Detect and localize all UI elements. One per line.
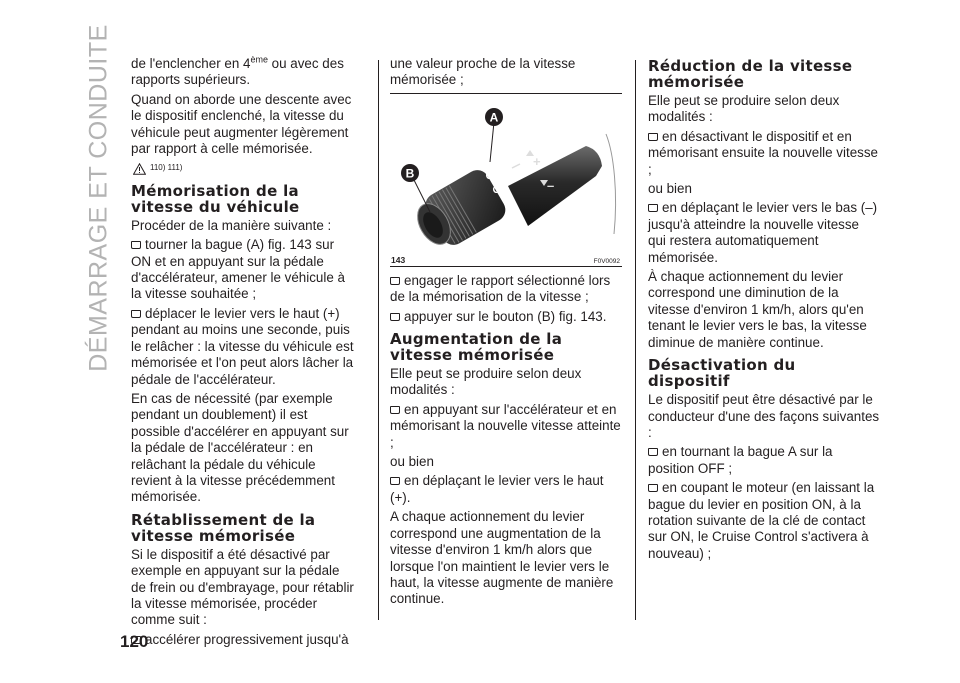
bullet-icon — [390, 406, 400, 414]
paragraph: Si le dispositif a été désactivé par exemple en appuyant sur la pédale de frein ou d'embrayage, pour rétablir la vitesse mémorisée, procéder comme suit : — [131, 546, 354, 628]
paragraph: Le dispositif peut être désactivé par le conducteur d'une des façons suivantes : — [648, 392, 880, 440]
paragraph: À chaque actionnement du levier correspond une diminution de la vitesse d'environ 1 km/h, alors qu'en tenant le levier vers le bas, la vitesse diminue de manière continue. — [648, 269, 867, 350]
callout-a-label: A — [489, 110, 499, 125]
paragraph: En cas de nécessité (par exemple pendant un doublement) il est possible d'accélérer en appuyant sur la pédale de l'accélérateur : en relâchant la pédale du véhicule revient à la vitesse précédemment mémorisée. — [131, 390, 349, 505]
bullet-item: en tournant la bague A sur la position OFF ; — [648, 444, 833, 476]
bullet-icon — [648, 204, 658, 212]
bullet-icon — [648, 133, 658, 141]
bullet-item: en désactivant le dispositif et en mémorisant ensuite la nouvelle vitesse ; — [648, 128, 878, 177]
warning-reference — [133, 160, 357, 176]
paragraph: Elle peut se produire selon deux modalités : — [648, 93, 840, 125]
paragraph: Procéder de la manière suivante : — [131, 217, 332, 233]
on-marking: ON — [491, 181, 510, 197]
column-divider — [378, 60, 379, 620]
paragraph: de l'enclencher en 4ème ou avec des rapports supérieurs. — [131, 54, 344, 88]
paragraph: Quand on aborde une descente avec le dispositif enclenché, la vitesse du véhicule peut augmenter légèrement par rapport à celle mémorisée. — [131, 91, 352, 157]
warning-icon — [133, 163, 146, 175]
bullet-item: en coupant le moteur (en laissant la bague du levier en position ON, à la rotation suivante de la clé de contact sur ON, le Cruise Control s'activera à nouveau) ; — [648, 480, 875, 561]
section-side-title — [84, 24, 114, 372]
paragraph: ou bien — [390, 454, 434, 470]
paragraph: A chaque actionnement du levier correspond une augmentation de la vitesse d'environ 1 km/h alors que lorsque l'on maintient le levier vers le haut, la vitesse augmente de manière continue. — [390, 509, 614, 607]
arrow-up-icon — [526, 150, 534, 156]
figure-bottom-rule — [390, 266, 622, 267]
column-3 — [648, 56, 880, 565]
ring-index-mark — [512, 164, 520, 168]
bullet-icon — [390, 277, 400, 285]
figure-number: 143 — [391, 254, 406, 265]
column-1 — [131, 56, 357, 651]
heading-retablissement: Rétablissement de la vitesse mémorisée — [131, 510, 316, 545]
paragraph: une valeur proche de la vitesse mémorisée ; — [390, 56, 576, 88]
callout-b-label: B — [405, 166, 415, 181]
bullet-icon — [390, 477, 400, 485]
column-divider — [635, 60, 636, 620]
off-marking: OFF — [484, 165, 507, 183]
heading-augmentation: Augmentation de la vitesse mémorisée — [390, 330, 563, 365]
plus-marking: + — [533, 153, 541, 169]
warning-reference-text: 110) 111) — [150, 163, 183, 173]
bullet-icon — [131, 241, 141, 249]
minus-marking: – — [547, 177, 555, 193]
page-number: 120 — [120, 632, 149, 651]
column-2 — [390, 56, 622, 611]
bullet-item: engager le rapport sélectionné lors de la mémorisation de la vitesse ; — [390, 272, 611, 305]
heading-memorisation: Mémorisation de la vitesse du véhicule — [131, 181, 300, 216]
bullet-item: en déplaçant le levier vers le haut (+). — [390, 473, 604, 505]
bullet-icon — [131, 310, 141, 318]
callout-line-a — [490, 122, 494, 162]
cruise-control-lever-illustration — [390, 94, 622, 254]
bullet-item: en déplaçant le levier vers le bas (–) jusqu'à atteindre la nouvelle vitesse qui restera automatiquement mémorisée. — [648, 200, 878, 265]
side-title-text: DÉMARRAGE ET CONDUITE — [84, 24, 113, 372]
bullet-item: accélérer progressivement jusqu'à — [131, 632, 357, 648]
paragraph: ou bien — [648, 181, 692, 197]
paragraph: Elle peut se produire selon deux modalités : — [390, 366, 582, 398]
heading-desactivation: Désactivation du dispositif — [648, 356, 796, 391]
bullet-item: déplacer le levier vers le haut (+) pendant au moins une seconde, puis le relâcher : la vitesse du véhicule est mémorisée et l'on peut alors lâcher la pédale de l'accélérateur. — [131, 305, 354, 387]
bullet-icon — [390, 313, 400, 321]
bullet-icon — [648, 448, 658, 456]
heading-reduction: Réduction de la vitesse mémorisée — [648, 57, 853, 91]
bullet-item: appuyer sur le bouton (B) fig. 143. — [390, 309, 622, 325]
figure-code: F0V0092 — [593, 257, 620, 265]
bullet-item: en appuyant sur l'accélérateur et en mémorisant la nouvelle vitesse atteinte ; — [390, 401, 621, 450]
bullet-icon — [648, 484, 658, 492]
bullet-item: tourner la bague (A) fig. 143 sur ON et en appuyant sur la pédale d'accélérateur, amener le véhicule à la vitesse souhaitée ; — [131, 237, 345, 302]
figure-143 — [390, 93, 622, 269]
